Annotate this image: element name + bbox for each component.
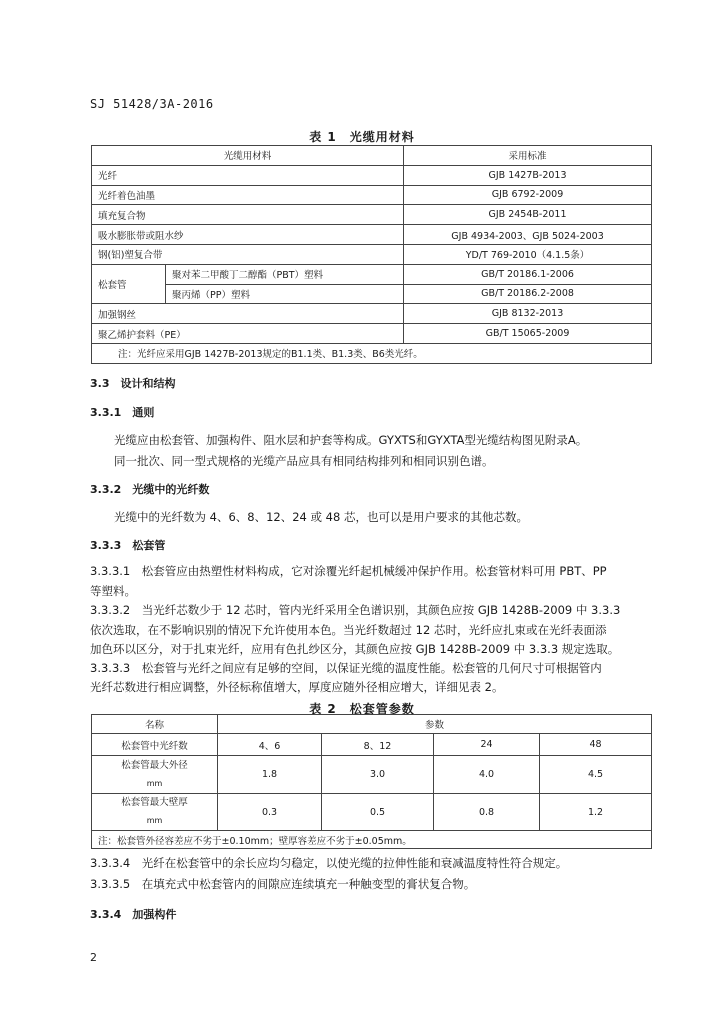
table-note-row — [92, 831, 652, 849]
section-heading: 3.3.1 通则 — [90, 406, 155, 419]
table-header-row — [92, 715, 652, 734]
value-cell: 8、12 — [322, 734, 434, 756]
table-row — [92, 756, 652, 794]
loose-tube-table — [91, 714, 652, 849]
table-row — [92, 185, 652, 205]
value-cell: 48 — [540, 734, 652, 756]
loose-tube-label: 松套管 — [92, 264, 166, 304]
value-cell: 0.5 — [322, 794, 434, 831]
material-cell: 填充复合物 — [92, 205, 404, 225]
standard-cell: GJB 8132-2013 — [404, 304, 652, 324]
section-heading: 3.3.2 光缆中的光纤数 — [90, 483, 210, 496]
table-row — [92, 225, 652, 245]
value-cell: 3.0 — [322, 756, 434, 794]
table-row — [92, 205, 652, 225]
standard-cell: GJB 2454B-2011 — [404, 205, 652, 225]
material-cell: 聚对苯二甲酸丁二醇酯（PBT）塑料 — [166, 264, 404, 284]
table-header-row — [92, 146, 652, 166]
page-number: 2 — [90, 951, 97, 964]
table-row — [92, 284, 652, 304]
table-row — [92, 324, 652, 344]
table1-caption: 表 1 光缆用材料 — [309, 130, 415, 144]
table-row — [92, 734, 652, 756]
value-cell: 4.5 — [540, 756, 652, 794]
material-cell: 吸水膨胀带或阻水纱 — [92, 225, 404, 245]
col-header: 光缆用材料 — [92, 146, 404, 166]
row-label-text: 松套管最大外径 — [121, 759, 188, 771]
material-cell: 光纤 — [92, 165, 404, 185]
row-label: 松套管中光纤数 — [92, 734, 218, 756]
standard-cell: GB/T 15065-2009 — [404, 324, 652, 344]
row-label — [92, 794, 218, 831]
material-cell: 聚丙烯（PP）塑料 — [166, 284, 404, 304]
material-cell: 光纤着色油墨 — [92, 185, 404, 205]
paragraph: 3.3.3.2 当光纤芯数少于 12 芯时，管内光纤采用全色谱识别，其颜色应按 GJB 1428B-2009 中 3.3.3 — [90, 603, 621, 617]
section-heading: 3.3.4 加强构件 — [90, 908, 177, 921]
standard-cell: GJB 6792-2009 — [404, 185, 652, 205]
material-cell: 聚乙烯护套料（PE） — [92, 324, 404, 344]
paragraph: 同一批次、同一型式规格的光缆产品应具有相同结构排列和相同识别色谱。 — [114, 454, 494, 468]
row-label — [92, 756, 218, 794]
value-cell: 1.2 — [540, 794, 652, 831]
value-cell: 1.8 — [218, 756, 322, 794]
standard-cell: GB/T 20186.2-2008 — [404, 284, 652, 304]
standard-cell: GB/T 20186.1-2006 — [404, 264, 652, 284]
section-heading: 3.3.3 松套管 — [90, 539, 166, 552]
standard-cell: YD/T 769-2010（4.1.5条） — [404, 244, 652, 264]
paragraph: 3.3.3.5 在填充式中松套管内的间隙应连续填充一种触变型的膏状复合物。 — [90, 877, 476, 891]
value-cell: 0.3 — [218, 794, 322, 831]
table-row — [92, 264, 652, 284]
paragraph: 3.3.3.3 松套管与光纤之间应有足够的空间，以保证光缆的温度性能。松套管的几何尺寸可根据管内 — [90, 661, 602, 675]
table-row — [92, 794, 652, 831]
material-cell: 加强钢丝 — [92, 304, 404, 324]
material-cell: 钢(铝)塑复合带 — [92, 244, 404, 264]
paragraph: 等塑料。 — [90, 584, 136, 598]
table2-note: 注：松套管外径容差应不劣于±0.10mm；壁厚容差应不劣于±0.05mm。 — [92, 831, 652, 849]
standard-cell: GJB 1427B-2013 — [404, 165, 652, 185]
standard-cell: GJB 4934-2003、GJB 5024-2003 — [404, 225, 652, 245]
value-cell: 4、6 — [218, 734, 322, 756]
row-label-text: 松套管最大壁厚 — [121, 797, 188, 808]
col-header: 名称 — [92, 715, 218, 734]
paragraph: 加色环以区分，对于扎束光纤，应用有色扎纱区分，其颜色应按 GJB 1428B-2009 中 3.3.3 规定选取。 — [90, 642, 620, 656]
paragraph: 依次选取，在不影响识别的情况下允许使用本色。当光纤数超过 12 芯时，光纤应扎束或在光纤表面添 — [90, 623, 607, 637]
paragraph: 光缆应由松套管、加强构件、阻水层和护套等构成。GYXTS和GYXTA型光缆结构图见附录A。 — [114, 433, 588, 447]
value-cell: 0.8 — [434, 794, 540, 831]
row-unit: mm — [146, 778, 163, 788]
table-row — [92, 165, 652, 185]
materials-table — [91, 145, 652, 364]
table-note-row — [92, 343, 652, 363]
table1-note: 注：光纤应采用GJB 1427B-2013规定的B1.1类、B1.3类、B6类光纤。 — [92, 343, 652, 363]
value-cell: 24 — [434, 734, 540, 756]
paragraph: 3.3.3.1 松套管应由热塑性材料构成，它对涂覆光纤起机械缓冲保护作用。松套管材料可用 PBT、PP — [90, 564, 607, 578]
paragraph: 3.3.3.4 光纤在松套管中的余长应均匀稳定，以使光缆的拉伸性能和衰减温度特性符合规定。 — [90, 856, 568, 870]
paragraph: 光纤芯数进行相应调整，外径标称值增大，厚度应随外径相应增大，详细见表 2。 — [90, 680, 504, 694]
paragraph: 光缆中的光纤数为 4、6、8、12、24 或 48 芯，也可以是用户要求的其他芯数。 — [114, 510, 528, 524]
standard-code: SJ 51428/3A-2016 — [90, 97, 214, 111]
table-row — [92, 304, 652, 324]
table2-caption: 表 2 松套管参数 — [309, 702, 415, 716]
col-header: 参数 — [218, 715, 652, 734]
value-cell: 4.0 — [434, 756, 540, 794]
section-heading: 3.3 设计和结构 — [90, 377, 176, 390]
row-unit: mm — [146, 816, 163, 825]
table-row — [92, 244, 652, 264]
col-header: 采用标准 — [404, 146, 652, 166]
